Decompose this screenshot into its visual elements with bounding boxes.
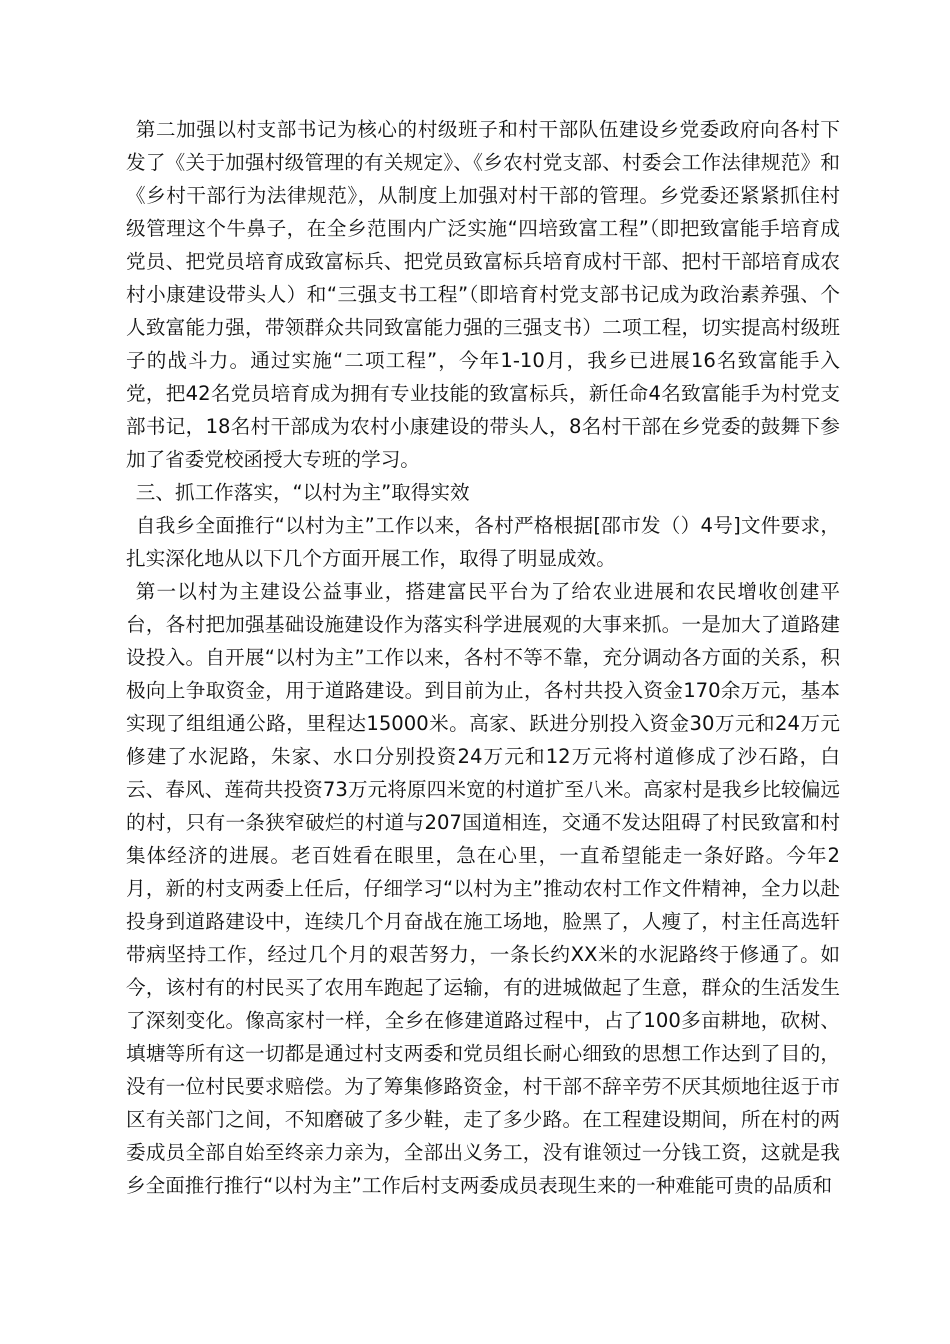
paragraph-intro: 自我乡全面推行“以村为主”工作以来，各村严格根据[邵市发（）4号]文件要求，扎实深化地从以下几个方面开展工作，取得了明显成效。: [126, 514, 840, 570]
document-body: [126, 113, 840, 1202]
section-heading: 三、抓工作落实，“以村为主”取得实效: [135, 481, 470, 504]
paragraph-public-works: 第一以村为主建设公益事业，搭建富民平台为了给农业进展和农民增收创建平台，各村把加强基础设施建设作为落实科学进展观的大事来抓。一是加大了道路建设投入。自开展“以村为主”工作以来，各村不等不靠，充分调动各方面的关系，积极向上争取资金，用于道路建设。到目前为止，各村共投入资金170余万元，基本实现了组组通公路，里程达15000米。高家、跃进分别投入资金30万元和24万元修建了水泥路，朱家、水口分别投资24万元和12万元将村道修成了沙石路，白云、春风、莲荷共投资73万元将原四米宽的村道扩至八米。高家村是我乡比较偏远的村，只有一条狭窄破烂的村道与207国道相连，交通不发达阻碍了村民致富和村集体经济的进展。老百姓看在眼里，急在心里，一直希望能走一条好路。今年2月，新的村支两委上任后，仔细学习“以村为主”推动农村工作文件精神，全力以赴投身到道路建设中，连续几个月奋战在施工场地，脸黑了，人瘦了，村主任高选轩带病坚持工作，经过几个月的艰苦努力，一条长约XX米的水泥路终于修通了。如今，该村有的村民买了农用车跑起了运输，有的进城做起了生意，群众的生活发生了深刻变化。像高家村一样，全乡在修建道路过程中，占了100多亩耕地，砍树、填塘等所有这一切都是通过村支两委和党员组长耐心细致的思想工作达到了目的，没有一位村民要求赔偿。为了筹集修路资金，村干部不辞辛劳不厌其烦地往返于市区有关部门之间，不知磨破了多少鞋，走了多少路。在工程建设期间，所在村的两委成员全部自始至终亲力亲为，全部出义务工，没有谁领过一分钱工资，这就是我乡全面推行推行“以村为主”工作后村支两委成员表现生来的一种难能可贵的品质和: [126, 580, 840, 1197]
paragraph-village-leadership: 第二加强以村支部书记为核心的村级班子和村干部队伍建设乡党委政府向各村下发了《关于加强村级管理的有关规定》、《乡农村党支部、村委会工作法律规范》和《乡村干部行为法律规范》，从制度上加强对村干部的管理。乡党委还紧紧抓住村级管理这个牛鼻子，在全乡范围内广泛实施“四培致富工程”（即把致富能手培育成党员、把党员培育成致富标兵、把党员致富标兵培育成村干部、把村干部培育成农村小康建设带头人）和“三强支书工程”（即培育村党支部书记成为政治素养强、个人致富能力强，带领群众共同致富能力强的三强支书）二项工程，切实提高村级班子的战斗力。通过实施“二项工程”，今年1-10月，我乡已进展16名致富能手入党，把42名党员培育成为拥有专业技能的致富标兵，新任命4名致富能手为村党支部书记，18名村干部成为农村小康建设的带头人，8名村干部在乡党委的鼓舞下参加了省委党校函授大专班的学习。: [126, 118, 840, 471]
